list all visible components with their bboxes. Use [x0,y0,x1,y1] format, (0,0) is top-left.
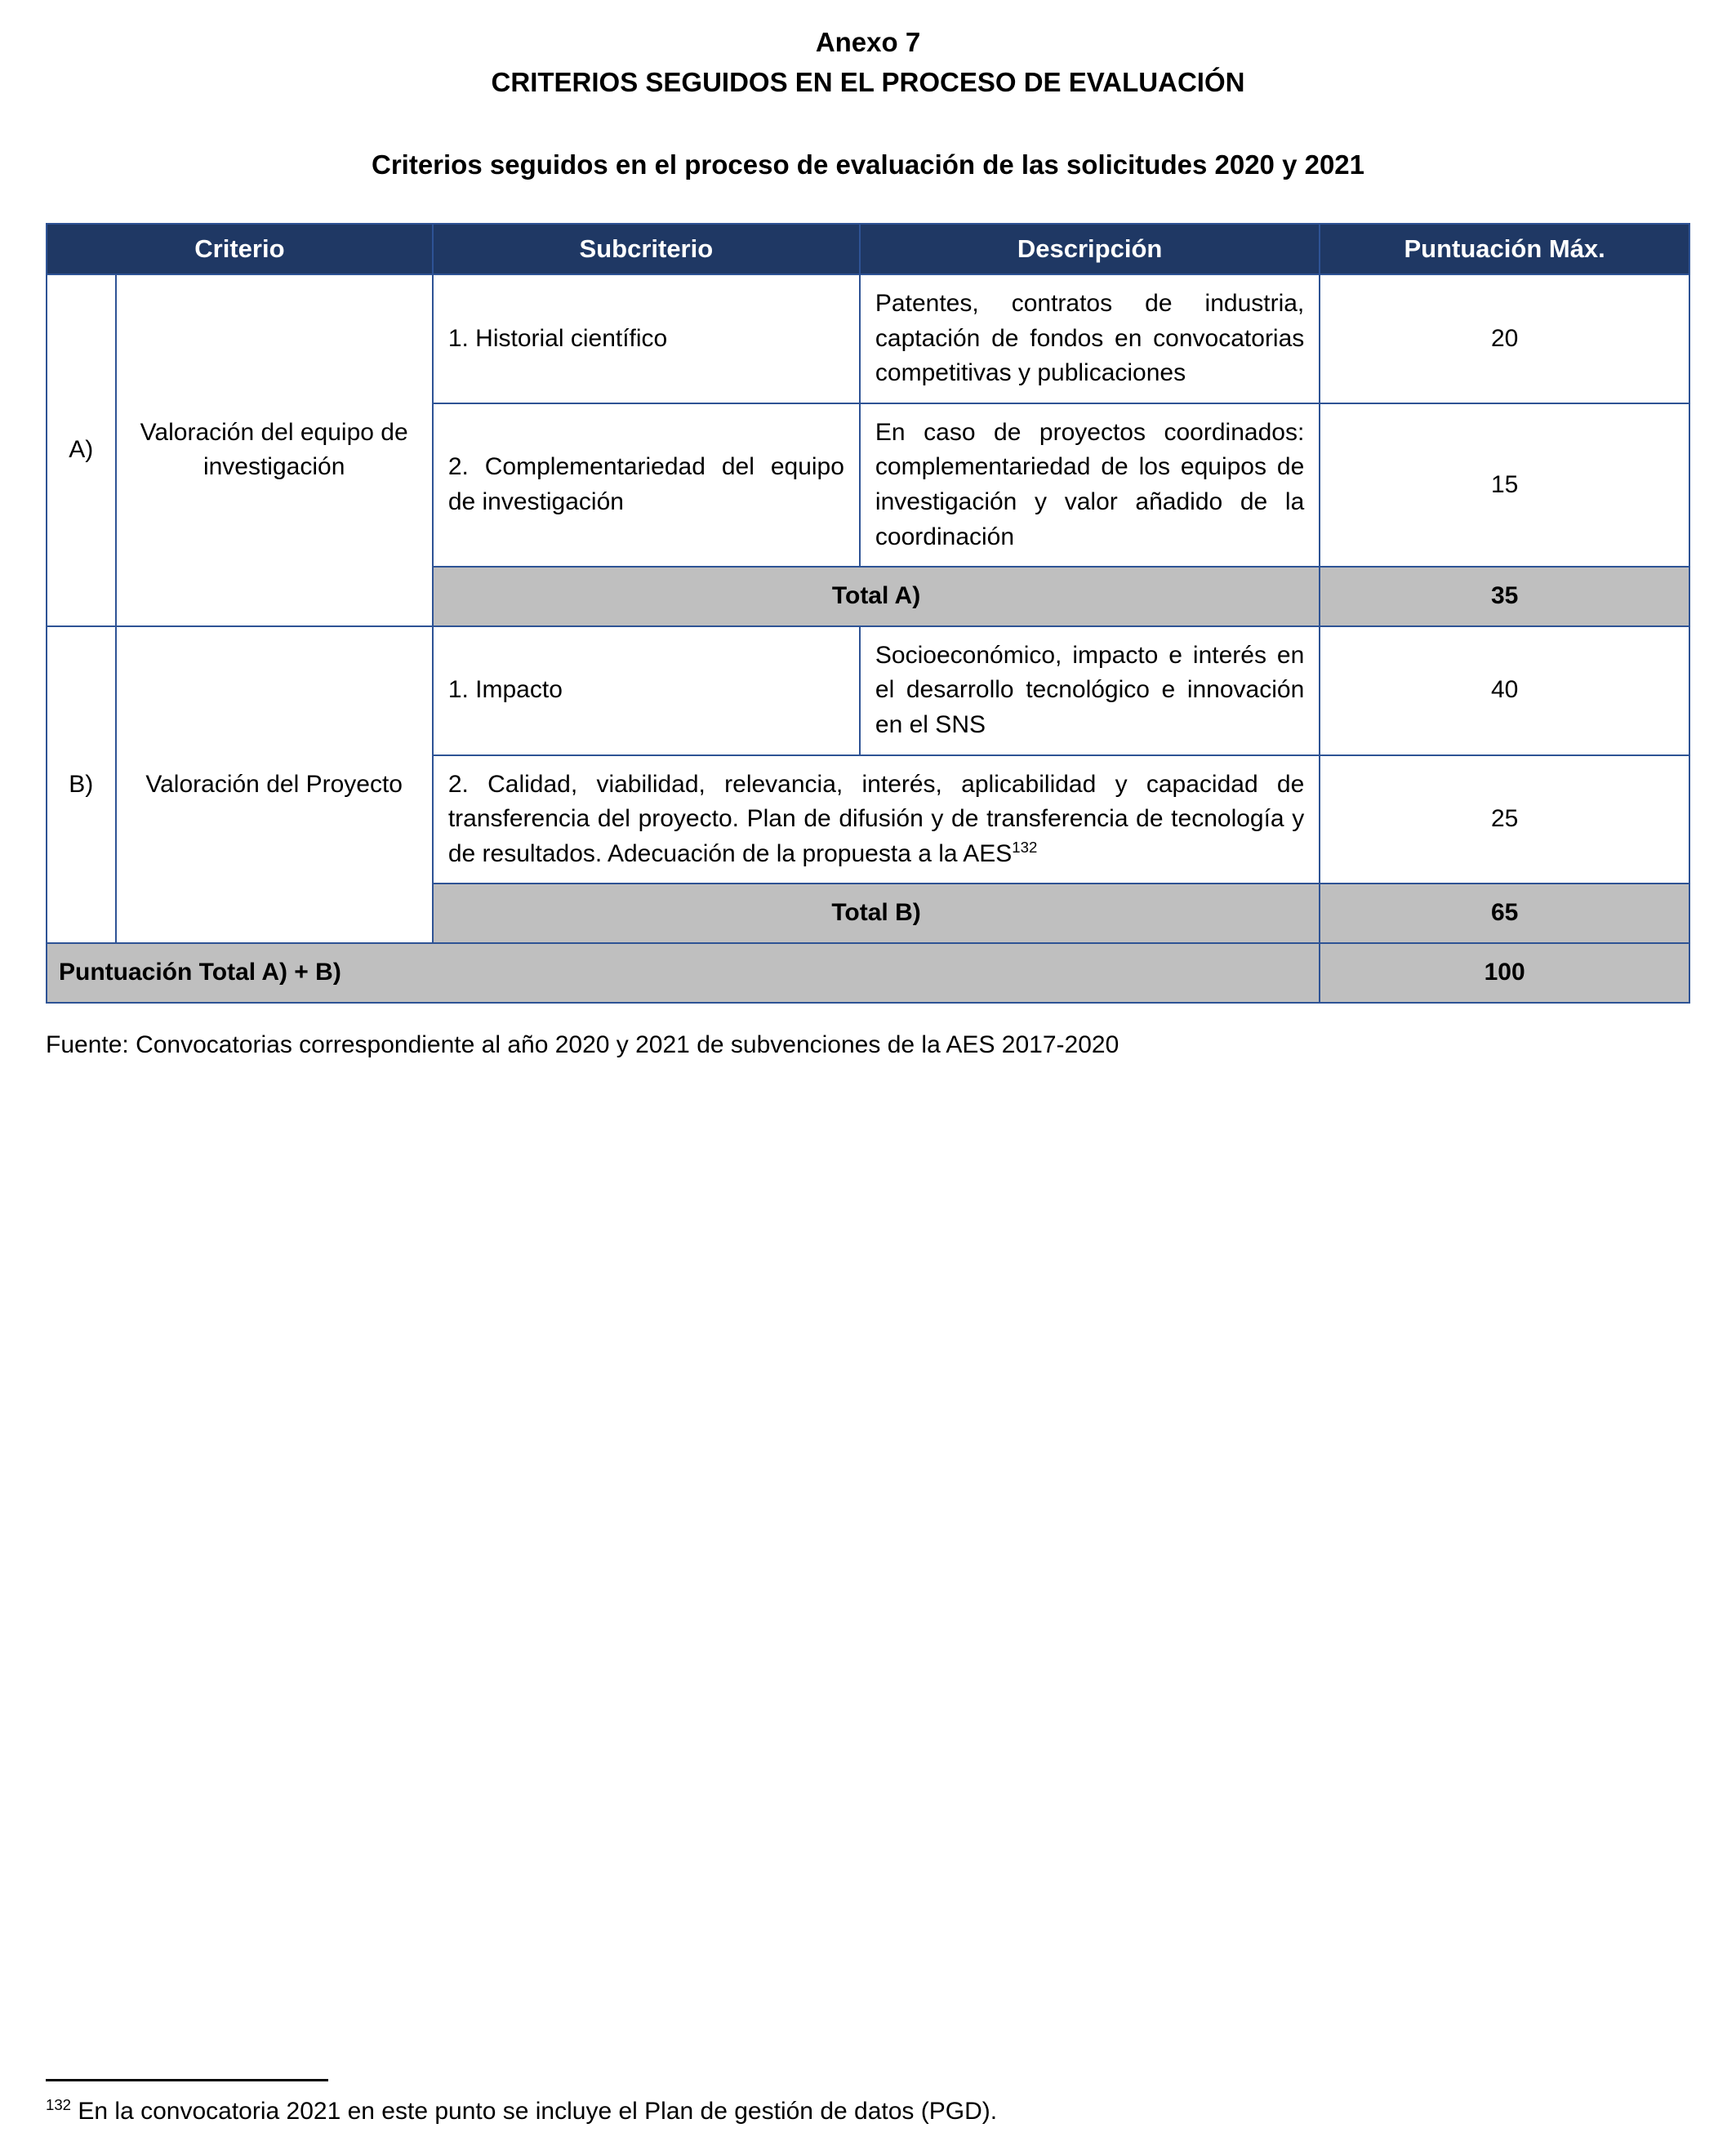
evaluation-criteria-table [46,223,1690,1004]
grand-total-value: 100 [1320,943,1689,1003]
footnote-reference: 132 [1012,838,1038,856]
footnote-marker: 132 [46,2096,72,2113]
descripcion-cell-a2: En caso de proyectos coordinados: complementariedad de los equipos de investigación y valor añadido de la coordinación [860,403,1320,567]
source-line: Fuente: Convocatorias correspondiente al año 2020 y 2021 de subvenciones de la AES 2017-2020 [46,1030,1119,1058]
total-a-value: 35 [1320,567,1689,626]
footnote-line [46,2094,997,2129]
grand-total-row [47,943,1689,1003]
total-b-value: 65 [1320,884,1689,943]
total-a-label: Total A) [433,567,1320,626]
subcriterio-cell-a2: 2. Complementariedad del equipo de investigación [433,403,860,567]
footnote [46,2079,997,2129]
puntuacion-cell-b1: 40 [1320,626,1689,755]
table-header-row [47,224,1689,274]
group-b-letter: B) [47,626,116,943]
subcriterio-descripcion-merged-cell-b2 [433,755,1320,884]
group-a-letter: A) [47,274,116,626]
col-header-puntuacion: Puntuación Máx. [1320,224,1689,274]
grand-total-label: Puntuación Total A) + B) [47,943,1320,1003]
puntuacion-cell-a1: 20 [1320,274,1689,403]
footnote-text: En la convocatoria 2021 en este punto se incluye el Plan de gestión de datos (PGD). [78,2098,998,2125]
group-a-criterio: Valoración del equipo de investigación [116,274,433,626]
col-header-subcriterio: Subcriterio [433,224,860,274]
table-heading: Criterios seguidos en el proceso de evaluación de las solicitudes 2020 y 2021 [371,149,1365,180]
page-content [0,0,1736,1059]
merged-cell-b2-text: 2. Calidad, viabilidad, relevancia, interés, aplicabilidad y capacidad de transferencia del proyecto. Plan de difusión y de transferencia de tecnología y de resultados. Adecuación de la propuesta a la AES [447,770,1305,867]
col-header-descripcion: Descripción [860,224,1320,274]
annex-title: Anexo 7 [815,27,921,57]
descripcion-cell-b1: Socioeconómico, impacto e interés en el desarrollo tecnológico e innovación en el SNS [860,626,1320,755]
table-row-b1 [47,626,1689,755]
subcriterio-cell-b1: 1. Impacto [433,626,860,755]
puntuacion-cell-b2: 25 [1320,755,1689,884]
subcriterio-cell-a1: 1. Historial científico [433,274,860,403]
table-row-a1 [47,274,1689,403]
group-b-criterio: Valoración del Proyecto [116,626,433,943]
descripcion-cell-a1: Patentes, contratos de industria, captación de fondos en convocatorias competitivas y publicaciones [860,274,1320,403]
total-b-label: Total B) [433,884,1320,943]
col-header-criterio: Criterio [47,224,433,274]
footnote-separator [46,2079,328,2081]
puntuacion-cell-a2: 15 [1320,403,1689,567]
annex-subtitle: CRITERIOS SEGUIDOS EN EL PROCESO DE EVALUACIÓN [491,66,1245,97]
